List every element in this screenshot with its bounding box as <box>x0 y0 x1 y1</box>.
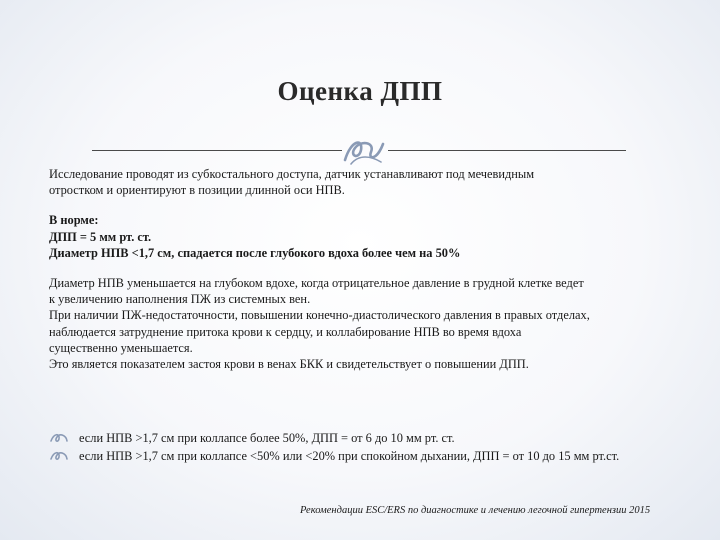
explanation-line-3: При наличии ПЖ-недостаточности, повышении конечно-диастолического давления в правых отделах, <box>49 308 590 323</box>
slide-body <box>49 166 674 372</box>
list-item <box>49 430 674 446</box>
bullet-text-1: если НПВ >1,7 см при коллапсе более 50%, ДПП = от 6 до 10 мм рт. ст. <box>79 431 455 445</box>
explanation-line-2: к увеличению наполнения ПЖ из системных вен. <box>49 292 311 307</box>
page-title: Оценка ДПП <box>277 76 443 106</box>
bullet-list <box>49 430 674 466</box>
intro-line-2: отростком и ориентируют в позиции длинной оси НПВ. <box>49 183 345 198</box>
norm-pressure: ДПП = 5 мм рт. ст. <box>49 229 152 244</box>
footer-citation: Рекомендации ESC/ERS по диагностике и лечению легочной гипертензии 2015 <box>300 505 651 516</box>
explanation-line-1: Диаметр НПВ уменьшается на глубоком вдохе, когда отрицательное давление в грудной клетке ведет <box>49 276 584 291</box>
intro-line-1: Исследование проводят из субкостального доступа, датчик устанавливают под мечевидным <box>49 167 535 181</box>
bullet-text-2: если НПВ >1,7 см при коллапсе <50% или <20% при спокойном дыхании, ДПП = от 10 до 15 мм рт.ст. <box>79 449 620 464</box>
scroll-bullet-icon <box>49 449 69 463</box>
explanation-line-6: Это является показателем застоя крови в венах БКК и свидетельствует о повышении ДПП. <box>49 357 529 372</box>
norm-heading: В норме: <box>49 213 99 228</box>
divider-left <box>92 150 342 151</box>
explanation-line-5: существенно уменьшается. <box>49 340 193 355</box>
scroll-bullet-icon <box>49 431 69 445</box>
explanation-line-4: наблюдается затруднение притока крови к сердцу, и коллабирование НПВ во время вдоха <box>49 324 522 339</box>
norm-diameter: Диаметр НПВ <1,7 см, спадается после глубокого вдоха более чем на 50% <box>49 245 461 260</box>
divider-right <box>388 150 626 151</box>
scroll-flourish-icon <box>341 134 387 168</box>
list-item <box>49 448 674 464</box>
